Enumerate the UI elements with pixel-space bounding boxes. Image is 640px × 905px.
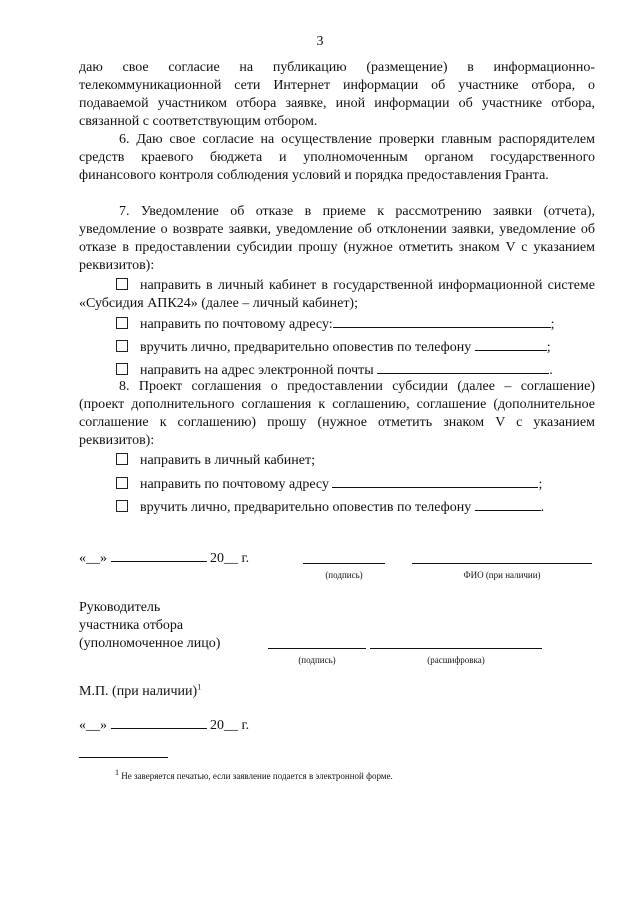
footnote-mark: 1 xyxy=(115,768,119,777)
item7-post-label: направить по почтовому адресу: xyxy=(140,317,333,332)
item7-cabinet-checkbox[interactable] xyxy=(116,278,128,290)
item7-option-phone xyxy=(116,338,595,357)
footnote-text: Не заверяется печатью, если заявление подается в электронной форме. xyxy=(121,771,393,781)
item7-post-address-field[interactable] xyxy=(333,315,551,328)
manager-line-2: участника отбора xyxy=(79,618,184,633)
item8-phone-field[interactable] xyxy=(475,498,541,511)
item8-option-phone xyxy=(116,498,595,517)
item7-email-period: . xyxy=(549,363,553,378)
item-6-paragraph: 6. Даю свое согласие на осуществление проверки главным распорядителем средств краевого бюджета и уполномоченным органом государственного финансового контроля соблюдения условий и порядка предоставления Гранта. xyxy=(79,132,595,183)
item-7-paragraph: 7. Уведомление об отказе в приеме к рассмотрению заявки (отчета), уведомление о возврате заявки, уведомление об отклонении заявки, уведомление об отказе в предоставлении субсидии прошу (нужное отметить знаком V с указанием реквизитов): xyxy=(79,204,595,273)
footnote-separator xyxy=(79,757,168,758)
fio-caption-1: ФИО (при наличии) xyxy=(463,570,541,580)
date-month-field-1[interactable] xyxy=(111,549,207,562)
item8-post-semicolon: ; xyxy=(538,477,543,492)
manager-signature-line[interactable] xyxy=(268,648,366,649)
item8-cabinet-checkbox[interactable] xyxy=(116,453,128,465)
item8-post-checkbox[interactable] xyxy=(116,477,128,489)
item8-phone-period: . xyxy=(540,500,545,515)
item7-post-checkbox[interactable] xyxy=(116,317,128,329)
stamp-footnote-mark: 1 xyxy=(197,682,202,692)
signature-caption-1: (подпись) xyxy=(325,570,363,580)
manager-decode-caption: (расшифровка) xyxy=(427,655,485,665)
item8-post-address-field[interactable] xyxy=(332,475,538,488)
footnote xyxy=(115,768,393,781)
page-number: 3 xyxy=(316,34,324,49)
date-year-2: 20__ г. xyxy=(210,718,250,733)
fio-line-1[interactable] xyxy=(412,563,592,564)
date-row-1 xyxy=(79,549,249,568)
item7-phone-semicolon: ; xyxy=(546,340,551,355)
item7-option-cabinet xyxy=(79,277,595,313)
item7-email-field[interactable] xyxy=(377,361,549,374)
item7-email-label: направить на адрес электронной почты xyxy=(140,363,374,378)
manager-signature-caption: (подпись) xyxy=(298,655,336,665)
item7-phone-field[interactable] xyxy=(475,338,547,351)
manager-decode-line[interactable] xyxy=(370,648,542,649)
date-row-2 xyxy=(79,716,249,735)
intro-paragraph: даю свое согласие на публикацию (размещение) в информационно-телекоммуникационной сети Интернет информации об участнике отбора, о подаваемой участником отбора заявке, иной информации об участнике отбора, связанной с соответствующим отбором. xyxy=(79,60,595,129)
item7-cabinet-label: направить в личный кабинет в государственной информационной системе «Субсидия АПК24» (далее – личный кабинет); xyxy=(79,278,595,311)
date-day-1: «__» xyxy=(79,551,107,566)
item8-option-post xyxy=(116,475,595,494)
date-year-1: 20__ г. xyxy=(210,551,250,566)
item7-email-checkbox[interactable] xyxy=(116,363,128,375)
item8-post-label: направить по почтовому адресу xyxy=(140,477,329,492)
manager-line-3: (уполномоченное лицо) xyxy=(79,636,221,651)
item8-phone-label: вручить лично, предварительно оповестив по телефону xyxy=(140,500,472,515)
item7-option-post xyxy=(116,315,595,334)
item-8-paragraph: 8. Проект соглашения о предоставлении субсидии (далее – соглашение) (проект дополнительного соглашения к соглашению, соглашение (дополнительное соглашение к соглашению) прошу (нужное отметить знаком V с указанием реквизитов): xyxy=(79,379,595,448)
date-day-2: «__» xyxy=(79,718,107,733)
item8-phone-checkbox[interactable] xyxy=(116,500,128,512)
stamp-label-row xyxy=(79,683,201,701)
item7-post-semicolon: ; xyxy=(550,317,555,332)
item8-option-cabinet xyxy=(116,452,595,470)
stamp-label: М.П. (при наличии) xyxy=(79,684,198,699)
item7-phone-checkbox[interactable] xyxy=(116,340,128,352)
item8-cabinet-label: направить в личный кабинет; xyxy=(140,453,315,468)
date-month-field-2[interactable] xyxy=(111,716,207,729)
signature-line-1[interactable] xyxy=(303,563,385,564)
item7-phone-label: вручить лично, предварительно оповестив по телефону xyxy=(140,340,472,355)
manager-line-1: Руководитель xyxy=(79,600,161,615)
